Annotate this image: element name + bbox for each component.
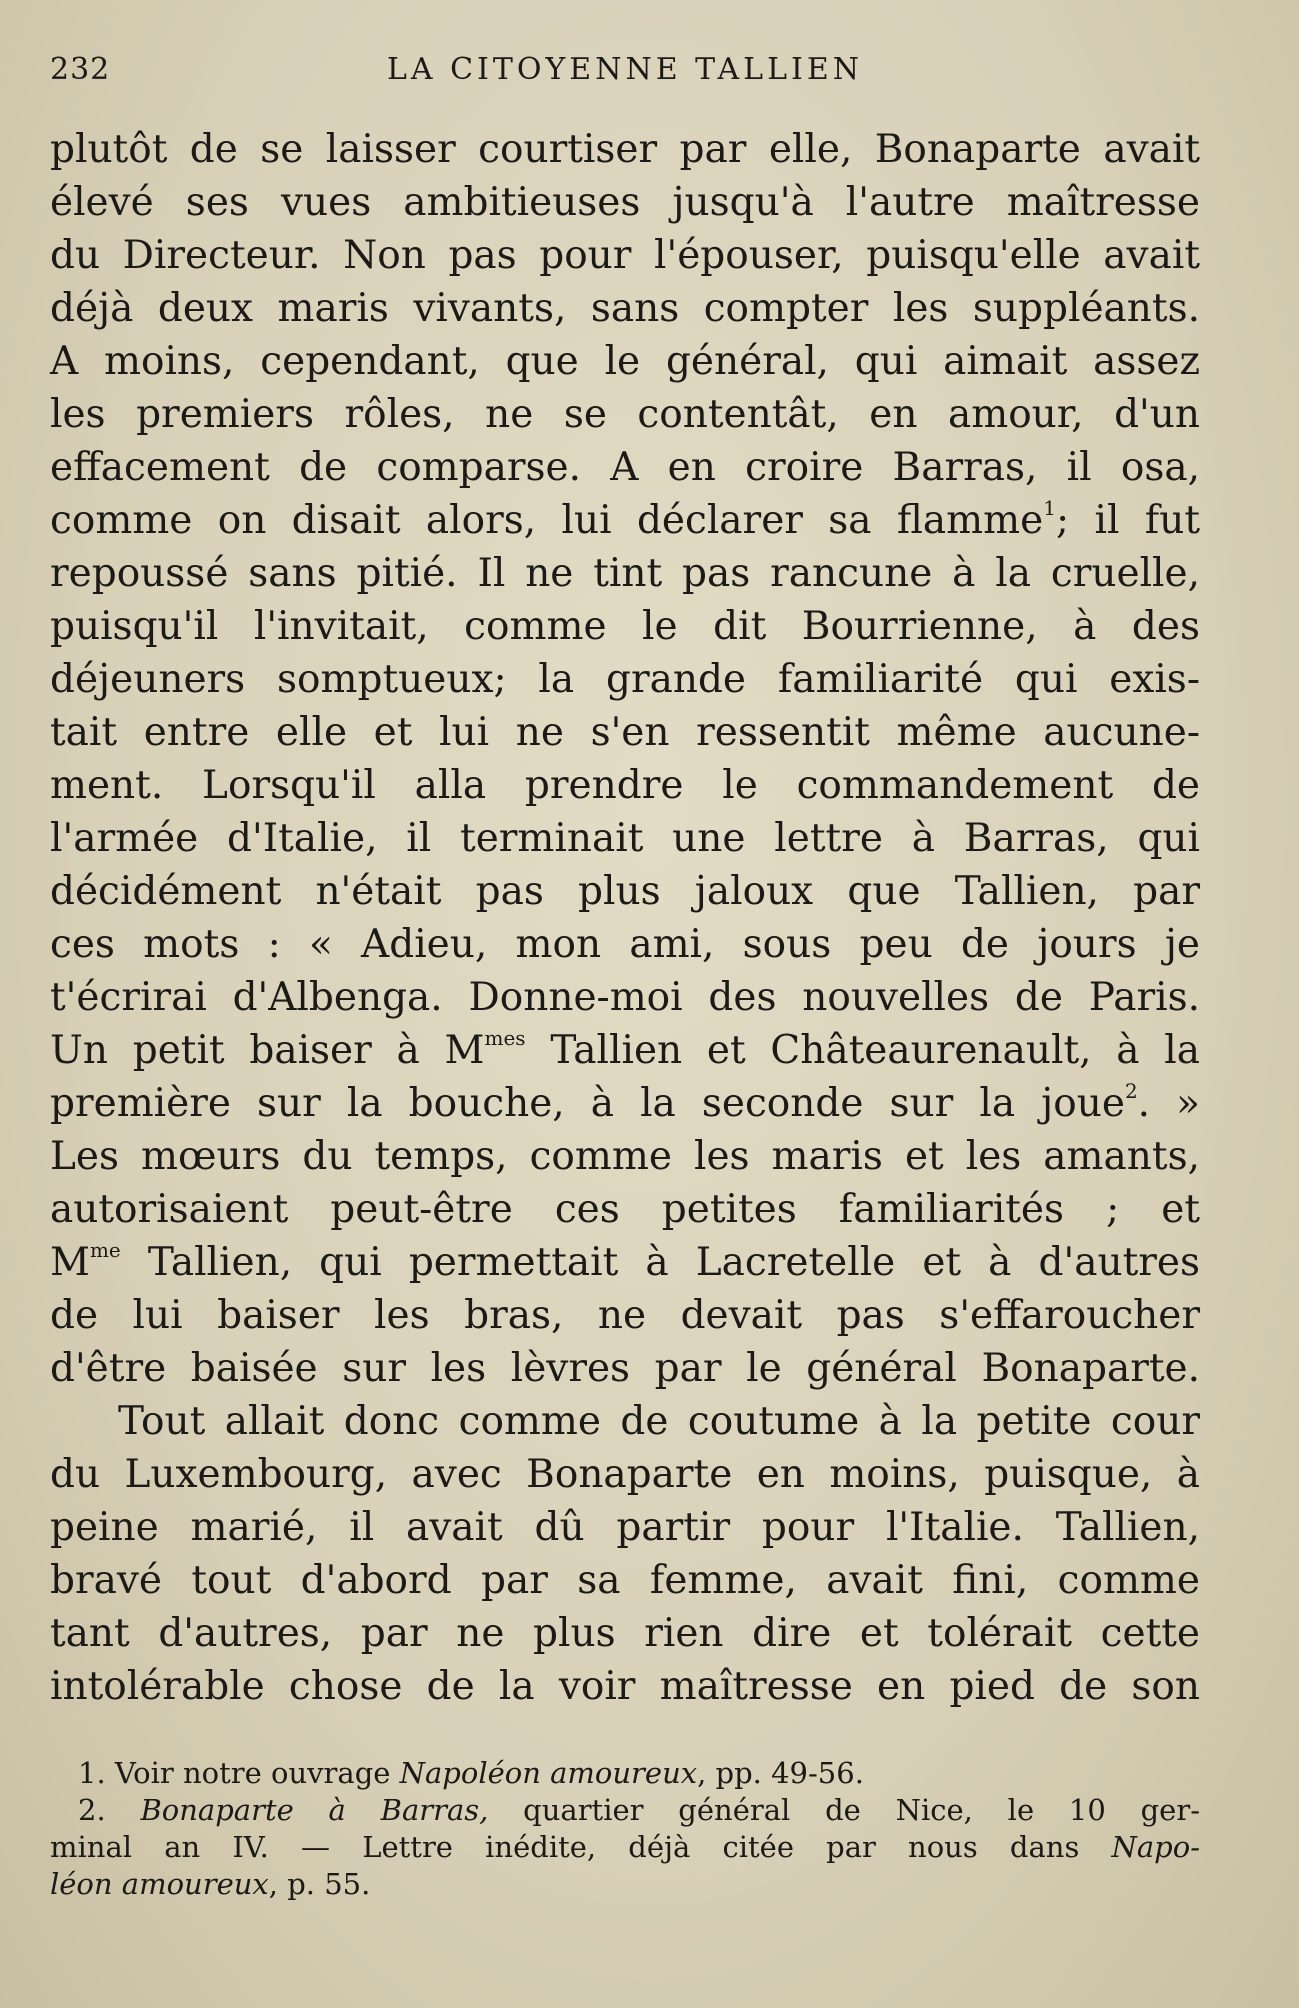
footnote-ref-1: 1 — [1043, 496, 1056, 520]
text-segment: Tallien, qui permettait à Lacretelle et à d'autres — [120, 1240, 1200, 1285]
text-line: bravé tout d'abord par sa femme, avait fini, comme — [50, 1558, 1200, 1603]
footnote-1 — [78, 1755, 1200, 1792]
text-line: A moins, cependant, que le général, qui aimait assez — [50, 339, 1200, 384]
page-number: 232 — [50, 52, 111, 87]
text-line: Tout allait donc comme de coutume à la petite cour — [118, 1399, 1200, 1444]
footnote-text: , pp. 49-56. — [697, 1756, 864, 1790]
footnote-title: Napoléon amoureux — [399, 1756, 698, 1790]
text-line — [50, 494, 1200, 547]
text-segment: Un petit baiser à M — [50, 1028, 485, 1073]
running-title: LA CITOYENNE TALLIEN — [386, 52, 864, 87]
text-line: l'armée d'Italie, il terminait une lettre à Barras, qui — [50, 816, 1200, 861]
text-segment: M — [50, 1240, 90, 1285]
footnote-ref-2: 2 — [1124, 1079, 1138, 1103]
footnote-text: , p. 55. — [268, 1867, 371, 1901]
text-segment: . » — [1137, 1081, 1201, 1126]
text-line: effacement de comparse. A en croire Barras, il osa, — [50, 445, 1200, 490]
text-line: du Directeur. Non pas pour l'épouser, puisqu'elle avait — [50, 233, 1200, 278]
text-line: plutôt de se laisser courtiser par elle, Bonaparte avait — [50, 127, 1200, 172]
text-line: ment. Lorsqu'il alla prendre le commandement de — [50, 763, 1200, 808]
footnote-text: minal an IV. — Lettre inédite, déjà citée par nous dans — [50, 1830, 1112, 1864]
text-segment: ; il fut — [1055, 498, 1201, 543]
footnote-number: 1. — [78, 1756, 106, 1790]
footnote-title: Bonaparte à Barras, — [140, 1793, 489, 1827]
text-line: déjà deux maris vivants, sans compter les suppléants. — [50, 286, 1200, 331]
text-line: autorisaient peut-être ces petites familiarités ; et — [50, 1187, 1200, 1232]
text-line — [50, 1077, 1200, 1130]
text-segment: Tallien et Châteaurenault, à la — [525, 1028, 1200, 1073]
text-line: les premiers rôles, ne se contentât, en amour, d'un — [50, 392, 1200, 437]
text-line: peine marié, il avait dû partir pour l'Italie. Tallien, — [50, 1505, 1200, 1550]
footnote-2-continued — [50, 1866, 1200, 1903]
text-line: d'être baisée sur les lèvres par le général Bonaparte. — [50, 1346, 1200, 1391]
footnote-title: Napo- — [1111, 1830, 1200, 1864]
text-line — [50, 1236, 1200, 1289]
footnotes — [50, 1755, 1201, 1903]
text-line: repoussé sans pitié. Il ne tint pas rancune à la cruelle, — [50, 551, 1200, 596]
footnote-number: 2. — [78, 1793, 106, 1827]
superscript: mes — [484, 1026, 526, 1050]
text-line: ces mots : « Adieu, mon ami, sous peu de jours je — [50, 922, 1200, 967]
text-line: tant d'autres, par ne plus rien dire et tolérait cette — [50, 1611, 1200, 1656]
text-line: déjeuners somptueux; la grande familiarité qui exis- — [50, 657, 1200, 702]
text-line: décidément n'était pas plus jaloux que Tallien, par — [50, 869, 1200, 914]
footnote-text: Voir notre ouvrage — [105, 1756, 400, 1790]
text-line: puisqu'il l'invitait, comme le dit Bourrienne, à des — [50, 604, 1200, 649]
footnote-2-continued — [50, 1829, 1200, 1866]
page-header — [50, 52, 1200, 102]
text-line: Les mœurs du temps, comme les maris et les amants, — [50, 1134, 1200, 1179]
text-line: intolérable chose de la voir maîtresse en pied de son — [50, 1664, 1200, 1709]
text-line: de lui baiser les bras, ne devait pas s'effaroucher — [50, 1293, 1200, 1338]
footnote-2 — [78, 1792, 1200, 1829]
text-line — [50, 1024, 1200, 1077]
body-text — [50, 123, 1200, 1713]
text-line: tait entre elle et lui ne s'en ressentit même aucune- — [50, 710, 1200, 755]
footnote-title: léon amoureux — [50, 1867, 269, 1901]
text-line: du Luxembourg, avec Bonaparte en moins, puisque, à — [50, 1452, 1200, 1497]
text-line: élevé ses vues ambitieuses jusqu'à l'autre maîtresse — [50, 180, 1200, 225]
text-segment: comme on disait alors, lui déclarer sa flamme — [50, 498, 1044, 543]
superscript: me — [89, 1238, 121, 1262]
text-line: t'écrirai d'Albenga. Donne-moi des nouvelles de Paris. — [50, 975, 1200, 1020]
footnote-text: quartier général de Nice, le 10 ger- — [488, 1793, 1201, 1827]
text-segment: première sur la bouche, à la seconde sur la joue — [50, 1081, 1125, 1126]
